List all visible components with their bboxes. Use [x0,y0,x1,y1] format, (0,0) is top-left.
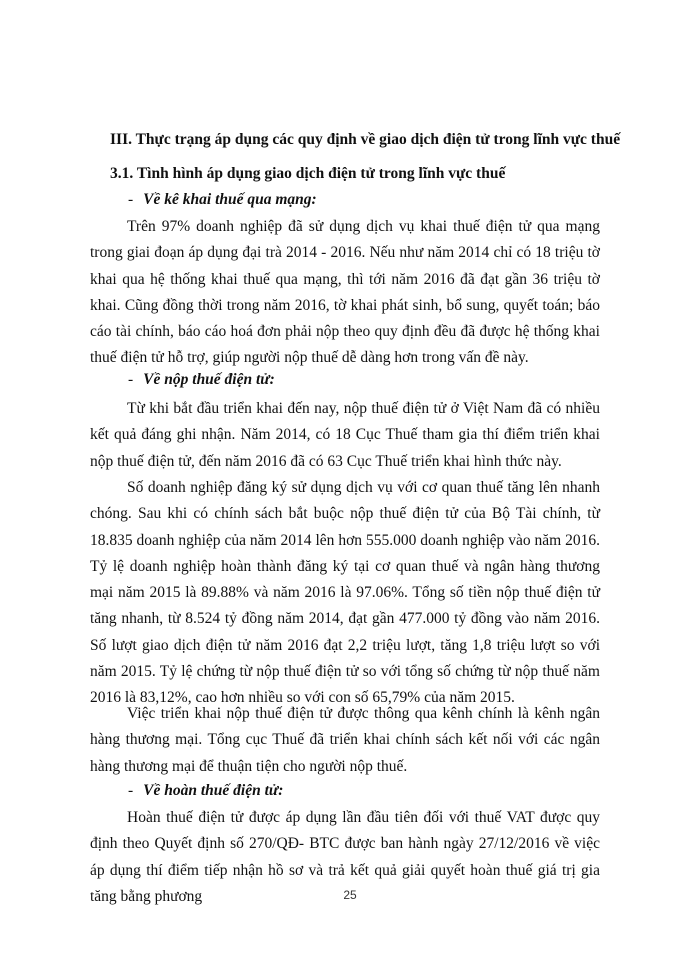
bullet-hoan-thue-label: Về hoàn thuế điện tử: [143,782,284,799]
subsection-heading: 3.1. Tình hình áp dụng giao dịch điện tử trong lĩnh vực thuế [110,165,506,182]
section-heading: III. Thực trạng áp dụng các quy định về giao dịch điện tử trong lĩnh vực thuế [110,131,621,148]
paragraph-ke-khai: Trên 97% doanh nghiệp đã sử dụng dịch vụ khai thuế điện tử qua mạng trong giai đoạn áp dụng đại trà 2014 - 2016. Nếu như năm 2014 chỉ có 18 triệu tờ khai qua hệ thống khai thuế qua mạng, thì tới năm 2016 đã đạt gần 36 triệu tờ khai. Cũng đồng thời trong năm 2016, tờ khai phát sinh, bổ sung, quyết toán; báo cáo tài chính, báo cáo hoá đơn phải nộp theo quy định đều đã được hệ thống khai thuế điện tử hỗ trợ, giúp người nộp thuế dễ dàng hơn trong vấn đề này. [90,218,600,367]
bullet-hoan-thue [128,781,283,801]
paragraph-hoan-thue: Hoàn thuế điện tử được áp dụng lần đầu tiên đối với thuế VAT được quy định theo Quyết định số 270/QĐ- BTC được ban hành ngày 27/12/2016 về việc áp dụng thí điểm tiếp nhận hồ sơ và trả kết quả giải quyết hoàn thuế giá trị gia tăng bằng phương [90,809,600,905]
bullet-ke-khai-label: Về kê khai thuế qua mạng: [143,191,317,208]
bullet-dash: - [128,782,134,799]
page-number: 25 [343,888,357,902]
bullet-nop-thue-label: Về nộp thuế điện tử: [143,371,275,388]
bullet-nop-thue [128,370,275,390]
bullet-ke-khai [128,190,317,210]
paragraph-nop-thue-banks: Việc triển khai nộp thuế điện tử được thông qua kênh chính là kênh ngân hàng thương mại. Tổng cục Thuế đã triển khai chính sách kết nối với các ngân hàng thương mại để thuận tiện cho người nộp thuế. [90,705,600,775]
paragraph-nop-thue-intro: Từ khi bắt đầu triển khai đến nay, nộp thuế điện tử ở Việt Nam đã có nhiều kết quả đáng ghi nhận. Năm 2014, có 18 Cục Thuế tham gia thí điểm triển khai nộp thuế điện tử, đến năm 2016 đã có 63 Cục Thuế triển khai hình thức này. [90,400,600,470]
paragraph-nop-thue-stats: Số doanh nghiệp đăng ký sử dụng dịch vụ với cơ quan thuế tăng lên nhanh chóng. Sau khi có chính sách bắt buộc nộp thuế điện tử của Bộ Tài chính, từ 18.835 doanh nghiệp của năm 2014 lên hơn 555.000 doanh nghiệp vào năm 2016. Tỷ lệ doanh nghiệp hoàn thành đăng ký tại cơ quan thuế và ngân hàng thương mại năm 2015 là 89.88% và năm 2016 là 97.06%. Tổng số tiền nộp thuế điện tử tăng nhanh, từ 8.524 tỷ đồng năm 2014, đạt gần 477.000 tỷ đồng vào năm 2016. Số lượt giao dịch điện tử năm 2016 đạt 2,2 triệu lượt, tăng 1,8 triệu lượt so với năm 2015. Tỷ lệ chứng từ nộp thuế điện tử so với tổng số chứng từ nộp thuế năm 2016 là 83,12%, cao hơn nhiều so với con số 65,79% của năm 2015. [90,479,600,707]
bullet-dash: - [128,371,134,388]
bullet-dash: - [128,191,134,208]
